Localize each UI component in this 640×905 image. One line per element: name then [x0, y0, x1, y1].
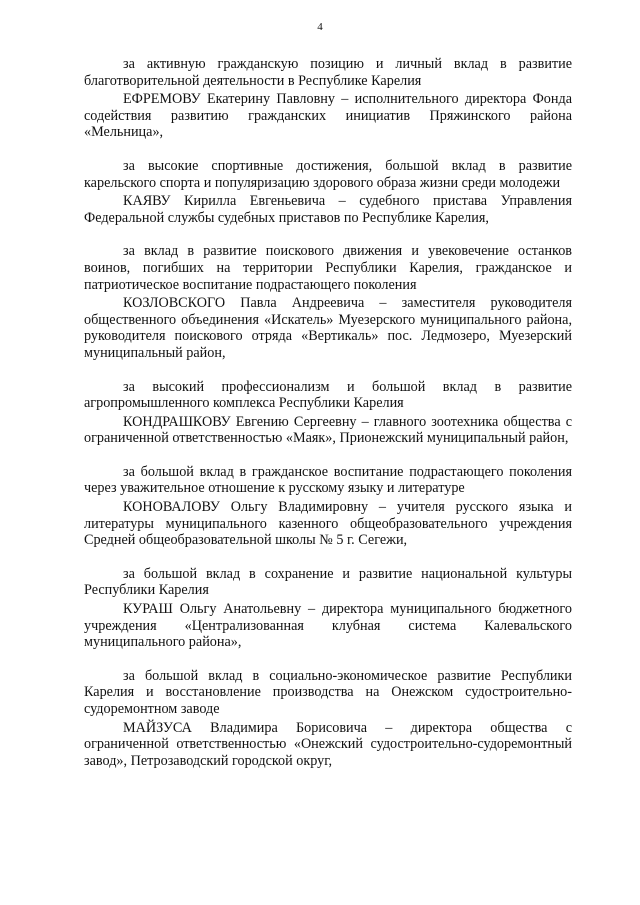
page-number: 4 [317, 21, 323, 33]
award-reason: за активную гражданскую позицию и личный вклад в развитие благотворительной деятельности в Республике Карелия [84, 56, 572, 89]
award-reason: за высокие спортивные достижения, большой вклад в развитие карельского спорта и популяризацию здорового образа жизни среди молодежи [84, 157, 572, 191]
award-recipient: ЕФРЕМОВУ Екатерину Павловну – исполнительного директора Фонда содействия развитию гражданских инициатив Пряжинского района «Мельница», [84, 91, 572, 141]
award-reason: за большой вклад в сохранение и развитие национальной культуры Республики Карелия [84, 565, 572, 599]
award-recipient: КОЗЛОВСКОГО Павла Андреевича – заместителя руководителя общественного объединения «Искатель» Муезерского муниципального района, руководителя поискового отряда «Вертикаль» пос. Ледмозеро, Муезерский муниципальный район, [84, 295, 572, 361]
award-reason: за большой вклад в гражданское воспитание подрастающего поколения через уважительное отношение к русскому языку и литературе [84, 463, 572, 497]
award-entry [84, 243, 572, 361]
document-body [84, 56, 572, 786]
award-reason: за большой вклад в социально-экономическое развитие Республики Карелия и восстановление производства на Онежском судостроительно-судоремонтном заводе [84, 667, 572, 717]
award-entry [84, 464, 572, 549]
award-reason: за высокий профессионализм и большой вклад в развитие агропромышленного комплекса Республики Карелия [84, 378, 572, 412]
award-entry [84, 566, 572, 651]
award-reason: за вклад в развитие поискового движения и увековечение останков воинов, погибших на территории Республики Карелия, гражданское и патриотическое воспитание подрастающего поколения [84, 243, 572, 293]
award-entry [84, 158, 572, 226]
award-recipient: МАЙЗУСА Владимира Борисовича – директора общества с ограниченной ответственностью «Онежский судостроительно-судоремонтный завод», Петрозаводский городской округ, [84, 719, 572, 769]
award-entry [84, 668, 572, 770]
award-recipient: КОНДРАШКОВУ Евгению Сергеевну – главного зоотехника общества с ограниченной ответственностью «Маяк», Прионежский муниципальный район, [84, 413, 572, 447]
award-recipient: КОНОВАЛОВУ Ольгу Владимировну – учителя русского языка и литературы муниципального казенного общеобразовательного учреждения Средней общеобразовательной школы № 5 г. Сегежи, [84, 499, 572, 549]
award-recipient: КУРАШ Ольгу Анатольевну – директора муниципального бюджетного учреждения «Централизованная клубная система Калевальского муниципального района», [84, 601, 572, 651]
award-entry [84, 379, 572, 447]
award-recipient: КАЯВУ Кирилла Евгеньевича – судебного пристава Управления Федеральной службы судебных приставов по Республике Карелия, [84, 193, 572, 226]
award-entry [84, 56, 572, 141]
